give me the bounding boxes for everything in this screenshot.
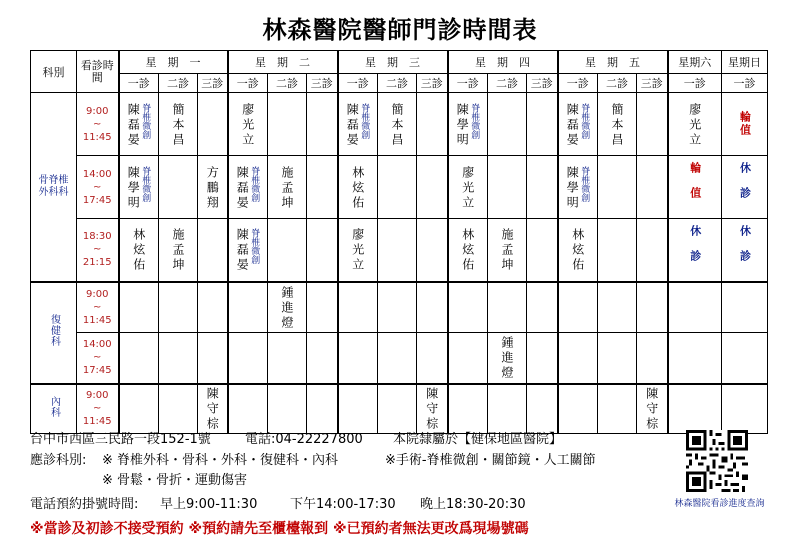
doctor-name: 陳學明: [455, 102, 470, 148]
dept-orthopedics: 骨脊椎外科科: [31, 93, 77, 282]
doctor-name: 陳磊晏: [235, 228, 250, 274]
doctor-cell: [488, 219, 527, 282]
doctor-cell: [159, 93, 198, 156]
doctor-cell: [637, 384, 668, 434]
closed-label: 休診: [738, 162, 752, 212]
doctor-name: 林炫佑: [350, 165, 365, 211]
qr-caption: 林森醫院看診進度查詢: [674, 499, 765, 509]
depts-line2: ※ 骨鬆・骨折・運動傷害: [102, 473, 248, 488]
time-slot: 9:00 ~ 11:45: [77, 282, 119, 333]
time-slot: 14:00 ~ 17:45: [77, 156, 119, 219]
empty-cell: [637, 93, 668, 156]
empty-cell: [527, 156, 558, 219]
weekday-wed: 星 期 三: [338, 51, 448, 74]
phone: 電話:04-22227800: [245, 432, 363, 447]
doctor-specialty: 脊椎微創: [249, 165, 260, 202]
weekday-fri: 星 期 五: [558, 51, 668, 74]
doctor-cell: [338, 219, 378, 282]
doctor-name: 林炫佑: [570, 228, 585, 274]
session-3: 三診: [417, 74, 448, 93]
address: 台中市西區三民路一段152-1號: [30, 432, 211, 447]
doctor-entry: [559, 226, 598, 273]
empty-cell: [378, 219, 417, 282]
doctor-name: 鍾進燈: [280, 285, 294, 331]
weekday-sun: 星期日: [722, 51, 768, 74]
doctor-name: 陳守棕: [644, 387, 659, 433]
doctor-name: 方鵬翔: [205, 165, 220, 211]
doctor-entry: [229, 101, 268, 148]
page-title: 林森醫院醫師門診時間表: [262, 16, 538, 44]
session-1: 一診: [119, 74, 159, 93]
doctor-name: 簡本昌: [610, 102, 624, 148]
closed-label: 休診: [688, 224, 702, 275]
doctor-specialty: 脊椎微創: [249, 228, 260, 265]
session-1: 一診: [338, 74, 378, 93]
doctor-entry: [229, 164, 268, 211]
doctor-entry: [268, 164, 306, 211]
doctor-entry: [669, 101, 722, 148]
doctor-entry: [198, 164, 227, 211]
session-1: 一診: [448, 74, 488, 93]
doctor-entry: [598, 101, 636, 148]
session-3: 三診: [527, 74, 558, 93]
doctor-name: 施孟坤: [500, 228, 514, 274]
doctor-cell: [119, 93, 159, 156]
doctor-cell: [268, 282, 307, 333]
time-col-header: 看診時間: [77, 51, 119, 93]
empty-cell: [378, 156, 417, 219]
doctor-name: 簡本昌: [171, 102, 185, 148]
doctor-name: 廖光立: [687, 102, 702, 148]
weekday-thu: 星 期 四: [448, 51, 558, 74]
doctor-cell: [378, 93, 417, 156]
doctor-specialty: 脊椎微創: [359, 102, 370, 139]
doctor-cell: [338, 156, 378, 219]
empty-cell: [417, 219, 448, 282]
booking-ev: 晚上18:30-20:30: [420, 497, 526, 512]
doctor-entry: [637, 385, 667, 432]
doctor-cell: [338, 93, 378, 156]
doctor-name: 林炫佑: [460, 228, 475, 274]
doctor-name: 廖光立: [350, 228, 365, 274]
empty-cell: [417, 156, 448, 219]
doctor-cell: [668, 93, 722, 156]
empty-cell: [527, 219, 558, 282]
doctor-name: 陳磊晏: [565, 102, 580, 148]
doctor-entry: [378, 101, 416, 148]
notice: ※當診及初診不接受預約 ※預約請先至櫃檯報到 ※已預約者無法更改爲現場號碼: [30, 521, 529, 537]
doctor-entry: [159, 226, 197, 273]
doctor-cell: [268, 156, 307, 219]
weekday-tue: 星 期 二: [228, 51, 338, 74]
empty-cell: [198, 219, 228, 282]
session-sat: 一診: [668, 74, 722, 93]
doctor-entry: [449, 164, 488, 211]
doctor-entry: [488, 334, 526, 381]
doctor-entry: [488, 226, 526, 273]
doctor-entry: [120, 101, 159, 148]
empty-cell: [637, 219, 668, 282]
doctor-name: 陳守棕: [205, 387, 220, 433]
schedule-table: [30, 50, 768, 434]
doctor-name: 陳守棕: [424, 387, 439, 433]
doctor-cell: [228, 93, 268, 156]
session-sun: 一診: [722, 74, 768, 93]
doctor-entry: [339, 101, 378, 148]
empty-cell: [637, 156, 668, 219]
doctor-cell: [198, 384, 228, 434]
doctor-entry: [449, 226, 488, 273]
sat-pm-cell: [668, 156, 722, 219]
doctor-entry: [339, 164, 378, 211]
session-2: 二診: [159, 74, 198, 93]
doctor-name: 鍾進燈: [500, 336, 514, 382]
time-slot: 9:00 ~ 11:45: [77, 93, 119, 156]
session-3: 三診: [637, 74, 668, 93]
dept-col-header: 科別: [31, 51, 77, 93]
session-2: 二診: [378, 74, 417, 93]
empty-cell: [598, 219, 637, 282]
time-slot: 9:00 ~ 11:45: [77, 384, 119, 434]
doctor-entry: [417, 385, 447, 432]
doctor-entry: [229, 226, 268, 273]
doctor-name: 陳磊晏: [345, 102, 360, 148]
depts-line1b: ※手術-脊椎微創・關節鏡・人工關節: [385, 453, 596, 468]
doctor-name: 陳磊晏: [126, 102, 141, 148]
doctor-name: 簡本昌: [390, 102, 404, 148]
doctor-specialty: 脊椎微創: [469, 102, 480, 139]
empty-cell: [159, 156, 198, 219]
booking-label: 電話預約掛號時間:: [30, 497, 139, 512]
doctor-cell: [448, 219, 488, 282]
doctor-name: 林炫佑: [131, 228, 146, 274]
doctor-name: 陳學明: [565, 165, 580, 211]
doctor-specialty: 脊椎微創: [140, 165, 151, 202]
weekday-mon: 星 期 一: [119, 51, 228, 74]
doctor-cell: [119, 156, 159, 219]
empty-cell: [268, 93, 307, 156]
doctor-entry: [559, 101, 598, 148]
empty-cell: [198, 93, 228, 156]
doctor-name: 陳磊晏: [235, 165, 250, 211]
closed-label: 休診: [738, 224, 752, 275]
doctor-entry: [449, 101, 488, 148]
empty-cell: [527, 93, 558, 156]
sun-am-cell: [722, 93, 768, 156]
doctor-specialty: 脊椎微創: [579, 165, 590, 202]
session-2: 二診: [488, 74, 527, 93]
doctor-entry: [559, 164, 598, 211]
session-3: 三診: [198, 74, 228, 93]
doctor-cell: [448, 93, 488, 156]
session-1: 一診: [558, 74, 598, 93]
empty-cell: [268, 219, 307, 282]
doctor-cell: [119, 219, 159, 282]
doctor-specialty: 脊椎微創: [140, 102, 151, 139]
doctor-cell: [558, 156, 598, 219]
doctor-cell: [159, 219, 198, 282]
rotation-label: 輪值: [738, 111, 752, 137]
doctor-entry: [120, 164, 159, 211]
doctor-cell: [448, 156, 488, 219]
sun-pm-cell: [722, 156, 768, 219]
doctor-cell: [598, 93, 637, 156]
empty-cell: [488, 93, 527, 156]
empty-cell: [488, 156, 527, 219]
empty-cell: [307, 219, 338, 282]
session-2: 二診: [598, 74, 637, 93]
doctor-cell: [558, 93, 598, 156]
session-1: 一診: [228, 74, 268, 93]
session-3: 三診: [307, 74, 338, 93]
sun-ev-cell: [722, 219, 768, 282]
rotation-label: 輪值: [688, 162, 702, 212]
doctor-entry: [268, 284, 306, 331]
time-slot: 18:30 ~ 21:15: [77, 219, 119, 282]
doctor-name: 施孟坤: [171, 228, 185, 274]
empty-cell: [598, 156, 637, 219]
doctor-cell: [228, 156, 268, 219]
doctor-specialty: 脊椎微創: [579, 102, 590, 139]
empty-cell: [417, 93, 448, 156]
depts-label: 應診科別:: [30, 453, 87, 468]
empty-cell: [307, 156, 338, 219]
doctor-entry: [339, 226, 378, 273]
booking-pm: 下午14:00-17:30: [290, 497, 396, 512]
doctor-entry: [159, 101, 197, 148]
doctor-entry: [120, 226, 159, 273]
doctor-name: 施孟坤: [280, 165, 294, 211]
weekday-sat: 星期六: [668, 51, 722, 74]
affiliation: 本院隸屬於【健保地區醫院】: [393, 432, 563, 447]
doctor-cell: [488, 333, 527, 384]
qr-code-icon[interactable]: [686, 430, 748, 492]
dept-internal: 內科: [31, 384, 77, 434]
dept-rehab: 復健科: [31, 282, 77, 384]
session-2: 二診: [268, 74, 307, 93]
doctor-cell: [228, 219, 268, 282]
sat-ev-cell: [668, 219, 722, 282]
empty-cell: [307, 93, 338, 156]
doctor-cell: [417, 384, 448, 434]
booking-am: 早上9:00-11:30: [160, 497, 258, 512]
doctor-cell: [198, 156, 228, 219]
doctor-cell: [558, 219, 598, 282]
doctor-entry: [198, 385, 227, 432]
doctor-name: 廖光立: [460, 165, 475, 211]
doctor-name: 廖光立: [240, 102, 255, 148]
depts-line1: ※ 脊椎外科・骨科・外科・復健科・內科: [102, 453, 339, 468]
doctor-name: 陳學明: [126, 165, 141, 211]
time-slot: 14:00 ~ 17:45: [77, 333, 119, 384]
